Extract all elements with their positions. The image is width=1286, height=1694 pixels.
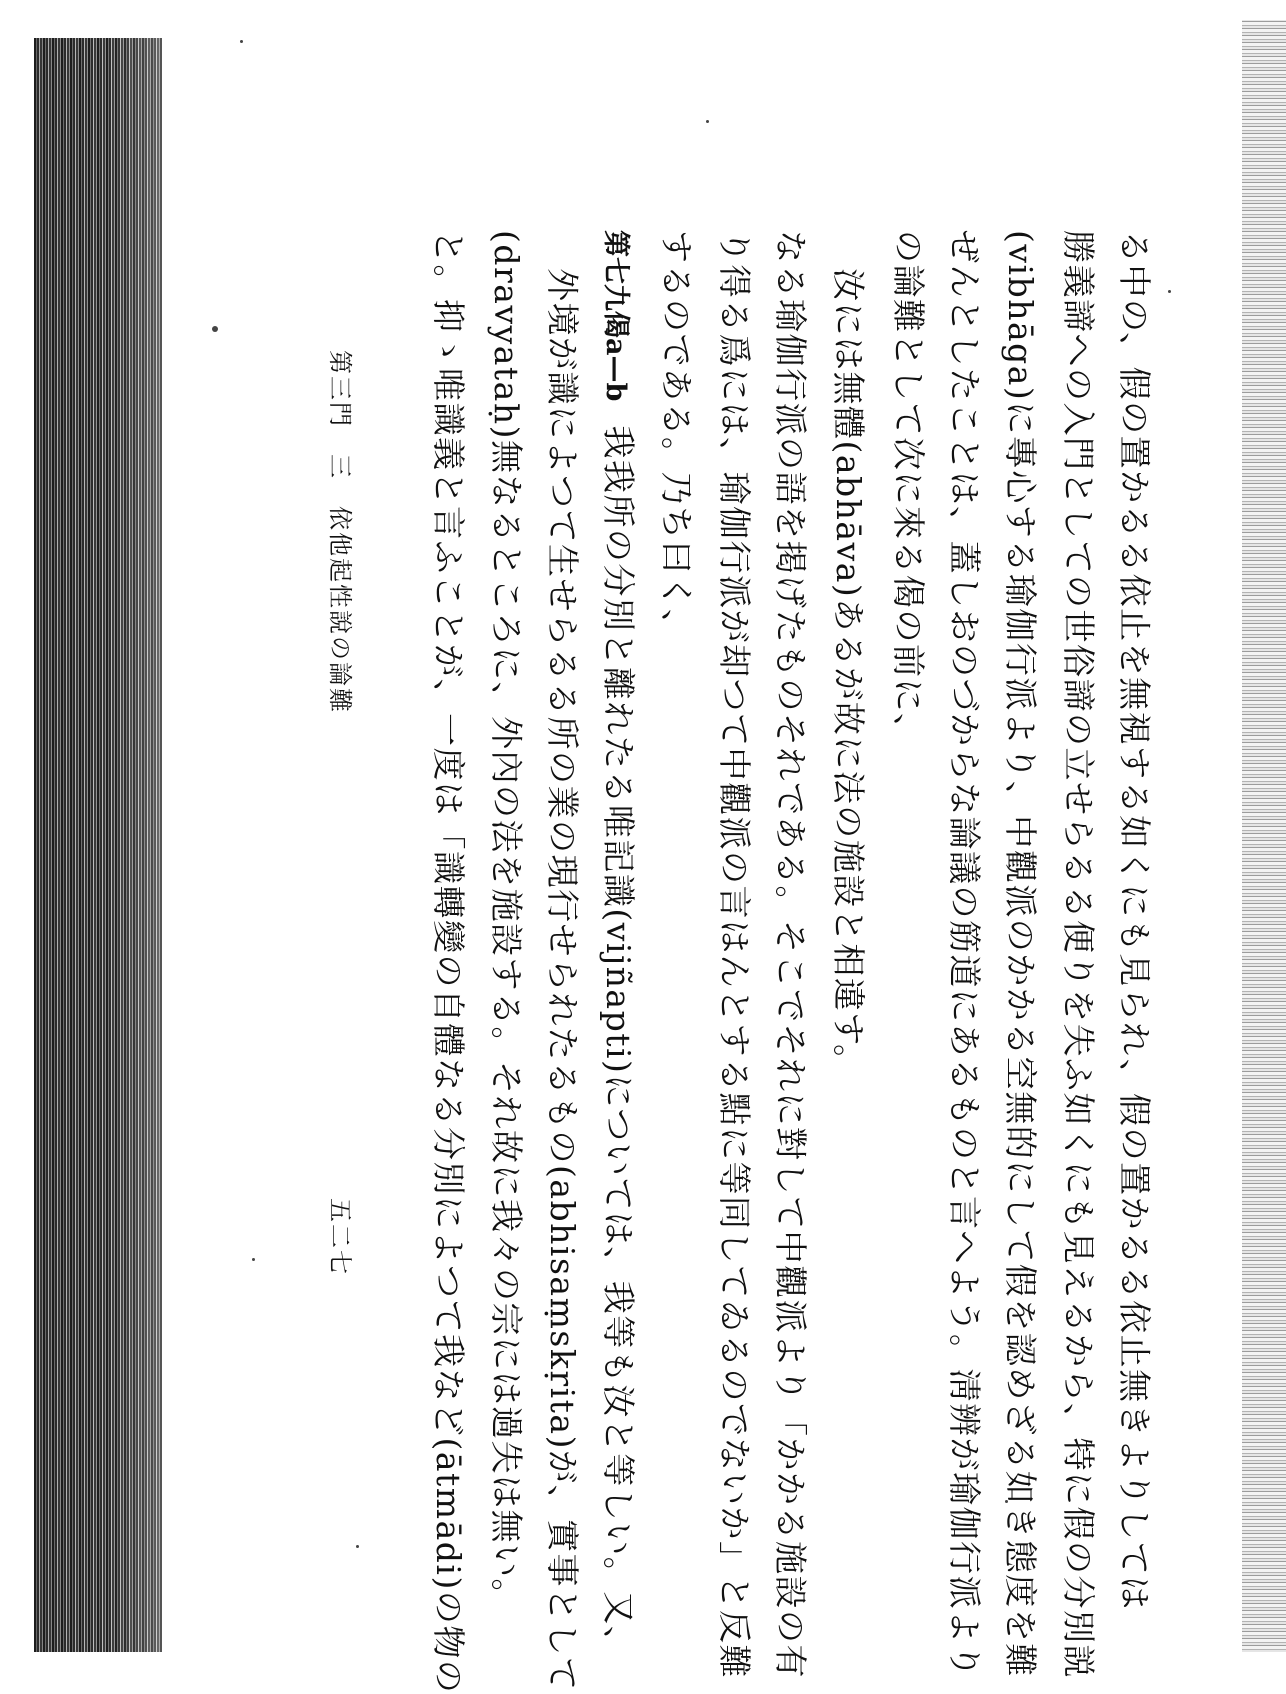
running-title: 第三門 三 依他起性說の論難 <box>326 350 354 714</box>
scan-speck <box>212 326 218 332</box>
verse-line: 第七九偈a—b我我所の分別と離れたる唯記識(vijñapti)については、我等も汝と等しい。又、 <box>599 230 638 1661</box>
body-line: なる瑜伽行派の語を掲げたものそれである。そこでそれに對して中觀派より「かかる施設の有 <box>771 230 810 1679</box>
body-line: の論難として次に來る偈の前に、 <box>889 230 928 748</box>
body-line: と。抑ゝ唯識義と言ふことが、一度は「識轉變の自體なる分別によつて我など(ātmādi)の物の <box>429 230 468 1694</box>
scan-speck <box>252 1258 255 1261</box>
vertical-text-block <box>382 230 1162 1694</box>
quoted-line: 汝には無體(abhāva)あるが故に法の施設と相違す。 <box>829 268 868 1079</box>
scan-speck <box>240 40 243 43</box>
book-binding-shadow <box>34 38 162 1652</box>
body-line: するのである。乃ち曰く、 <box>657 230 696 644</box>
body-line: る中の、假の置かるる依止を無視する如くにも見られ、假の置かるる依止無きよりしては <box>1115 230 1154 1611</box>
verse-line: 外境が識によつて生せらるる所の業の現行せられたるもの(abhisaṃskṛita)が、實事として <box>543 268 582 1692</box>
verse-heading: 第七九偈a—b <box>600 230 631 402</box>
body-line: 勝義諦への入門としての世俗諦の立せらるる便りを失ふ如くにも見えるから、特に假の分別説 <box>1059 230 1098 1679</box>
scan-speck <box>356 1545 359 1548</box>
verse-line: (dravyataḥ)無なるところに、外內の法を施設する。それ故に我々の宗には過失は無い。 <box>487 230 526 1613</box>
page-number: 五二七 <box>326 1198 354 1276</box>
scan-speck <box>706 120 709 123</box>
scan-speck <box>1168 290 1171 293</box>
page-edge-shadow <box>1242 20 1286 1652</box>
body-line: ぜんとしたことは、蓋しおのづからな論議の筋道にあるものと言へよう。淸辨が瑜伽行派より <box>945 230 984 1679</box>
body-line: り得る爲には、瑜伽行派が却つて中觀派の言はんとする點に等同してゐるのでないか」と反難 <box>715 230 754 1679</box>
body-line: (vibhāga)に專心する瑜伽行派より、中觀派のかかる空無的にして假を認めざる如き態度を難 <box>1001 230 1040 1678</box>
